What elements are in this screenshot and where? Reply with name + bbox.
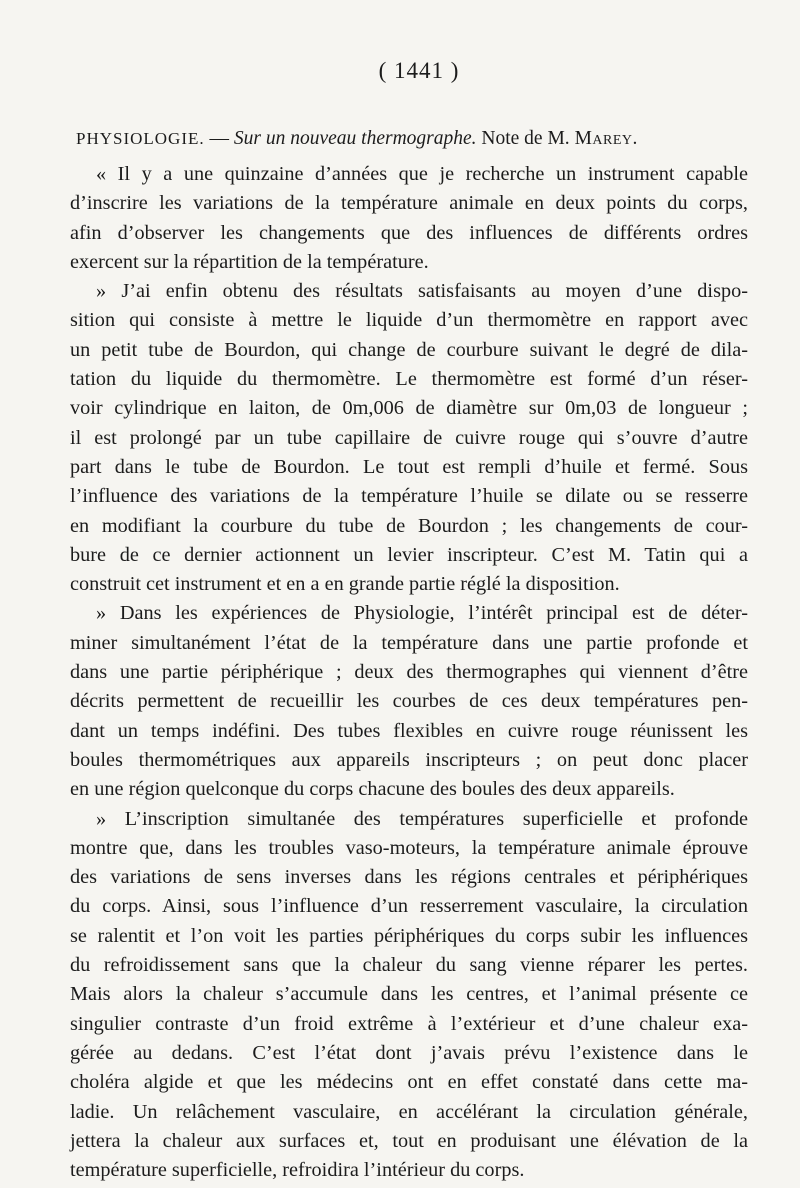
heading-dash: — (204, 128, 234, 149)
page-number: ( 1441 ) (378, 58, 460, 83)
section-label: PHYSIOLOGIE. (76, 129, 205, 148)
article-heading (76, 128, 748, 150)
text-line: part dans le tube de Bourdon. Le tout est rempli d’huile et fermé. Sous (70, 455, 748, 478)
text-line: afin d’observer les changements que des influences de différents ordres (70, 221, 748, 244)
text-line: boules thermométriques aux appareils inscripteurs ; on peut donc placer (70, 748, 748, 771)
text-line: tation du liquide du thermomètre. Le thermomètre est formé d’un réser- (70, 368, 748, 391)
text-line: décrits permettent de recueillir les courbes de ces deux températures pen- (70, 690, 748, 713)
text-line: sition qui consiste à mettre le liquide d’un thermomètre en rapport avec (70, 309, 748, 332)
text-line: miner simultanément l’état de la température dans une partie profonde et (70, 631, 748, 654)
text-line: ladie. Un relâchement vasculaire, en accélérant la circulation générale, (70, 1100, 748, 1123)
text-line: se ralentit et l’on voit les parties périphériques du corps subir les influences (70, 924, 748, 947)
text-line: choléra algide et que les médecins ont en effet constaté dans cette ma- (70, 1071, 748, 1094)
paragraph (70, 805, 748, 1186)
text-line: voir cylindrique en laiton, de 0m,006 de diamètre sur 0m,03 de longueur ; (70, 397, 748, 420)
paragraph (70, 160, 748, 277)
text-line: un petit tube de Bourdon, qui change de courbure suivant le degré de dila- (70, 338, 748, 361)
author-name: Marey. (574, 128, 638, 149)
text-line: en modifiant la courbure du tube de Bourdon ; les changements de cour- (70, 514, 748, 537)
text-line: bure de ce dernier actionnent un levier inscripteur. C’est M. Tatin qui a (70, 543, 748, 566)
paragraph (70, 277, 748, 599)
paragraph (70, 599, 748, 804)
text-line: » J’ai enfin obtenu des résultats satisfaisants au moyen d’une dispo- (96, 280, 748, 303)
text-line: l’influence des variations de la température l’huile se dilate ou se resserre (70, 485, 748, 508)
text-line: dant un temps indéfini. Des tubes flexibles en cuivre rouge réunissent les (70, 719, 748, 742)
text-line: dans une partie périphérique ; deux des thermographes qui viennent d’être (70, 661, 748, 684)
text-line: singulier contraste d’un froid extrême à l’extérieur et d’une chaleur exa- (70, 1012, 748, 1035)
text-line: température superficielle, refroidira l’intérieur du corps. (70, 1159, 525, 1182)
text-line: jettera la chaleur aux surfaces et, tout en produisant une élévation de la (70, 1129, 748, 1152)
text-line: en une région quelconque du corps chacune des boules des deux appareils. (70, 778, 675, 801)
note-label: Note de M. (476, 128, 575, 149)
text-line: exercent sur la répartition de la température. (70, 250, 429, 273)
text-line: » L’inscription simultanée des températures superficielle et profonde (96, 807, 748, 830)
text-line: du corps. Ainsi, sous l’influence d’un resserrement vasculaire, la circulation (70, 895, 748, 918)
article-title: Sur un nouveau thermographe. (233, 128, 477, 149)
text-line: » Dans les expériences de Physiologie, l’intérêt principal est de déter- (96, 602, 748, 625)
text-line: du refroidissement sans que la chaleur du sang vienne réparer les pertes. (70, 954, 748, 977)
text-line: gérée au dedans. C’est l’état dont j’avais prévu l’existence dans le (70, 1041, 748, 1064)
text-line: Mais alors la chaleur s’accumule dans les centres, et l’animal présente ce (70, 983, 748, 1006)
text-line: il est prolongé par un tube capillaire de cuivre rouge qui s’ouvre d’autre (70, 426, 748, 449)
article-body (70, 160, 748, 1185)
text-line: montre que, dans les troubles vaso-moteurs, la température animale éprouve (70, 836, 748, 859)
text-line: « Il y a une quinzaine d’années que je recherche un instrument capable (96, 163, 748, 185)
text-line: des variations de sens inverses dans les régions centrales et périphériques (70, 866, 748, 889)
text-line: d’inscrire les variations de la température animale en deux points du corps, (70, 192, 748, 215)
text-line: construit cet instrument et en a en grande partie réglé la disposition. (70, 573, 620, 596)
